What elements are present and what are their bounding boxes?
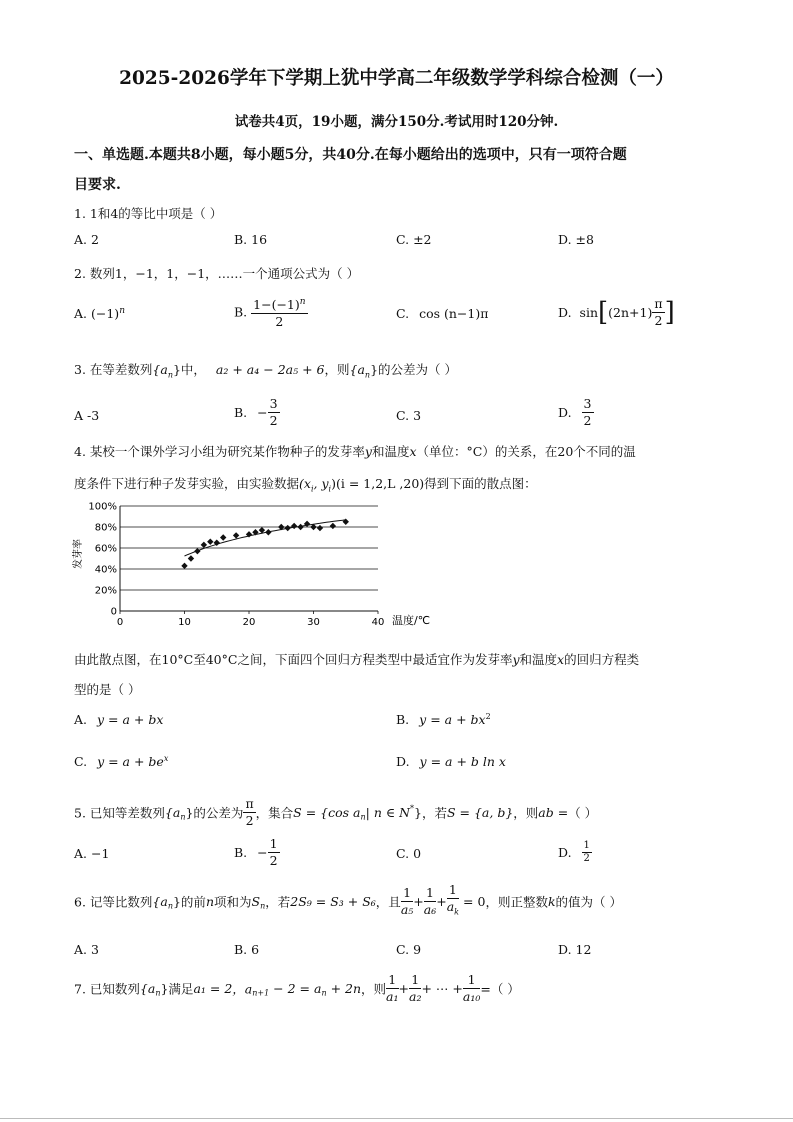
q7-frac1 bbox=[386, 972, 398, 1005]
q1-stem: 1. 1和4的等比中项是（ ） bbox=[74, 206, 223, 221]
q2-option-d-label: D. bbox=[558, 305, 572, 320]
data-point bbox=[188, 555, 194, 561]
q7-cond2-c: + 2n bbox=[326, 981, 362, 996]
q4-option-b bbox=[396, 712, 491, 727]
q2-option-d: D. sin[(2n+1) $\frac{\pi}{2}$ ] bbox=[558, 296, 675, 328]
q3-option-a: A -3 bbox=[74, 408, 100, 423]
q3-option-b-label: B. bbox=[234, 405, 248, 420]
q3-seq: {a bbox=[152, 362, 168, 377]
q7-dots: + ⋯ + bbox=[421, 981, 463, 996]
q3-stem-part1: 3. 在等差数列 bbox=[74, 362, 153, 377]
q7-part2: 满足 bbox=[168, 981, 194, 997]
q2-option-b bbox=[234, 294, 308, 330]
q6-cond: 2S₉ = S₃ + S₆ bbox=[290, 893, 376, 909]
section-header-line1: 一、单选题.本题共8小题，每小题5分，共40分.在每小题给出的选项中，只有一项符合题 bbox=[74, 147, 627, 163]
q4-option-a bbox=[74, 712, 163, 727]
q4-after-x: x bbox=[557, 652, 565, 667]
q2-option-b-num: 1−(−1) bbox=[253, 297, 300, 313]
q4-line2-data1: (x bbox=[299, 476, 311, 491]
q3-option-b-den: 2 bbox=[269, 413, 278, 428]
q7-f3-num: 1 bbox=[463, 972, 480, 989]
q7-seq-close: } bbox=[160, 981, 169, 996]
xtick-label: 40 bbox=[371, 617, 385, 628]
chart-grid bbox=[120, 506, 378, 590]
q6-part1: 6. 记等比数列 bbox=[74, 894, 153, 910]
q6-stem: 6. 记等比数列$\{a_n\}$的前n项和为$S_n$，若2S₉ = S₃ + S₆，且 $\frac{1}{\text{a₅}}$ + $\frac{1}{\text{a₆}}$ + $\frac{1}{a_k}$ = 0，则正整数k的值为（ ） bbox=[74, 882, 622, 921]
q6-part2: 的前 bbox=[180, 894, 206, 910]
q7-f2-den: a₂ bbox=[409, 989, 422, 1004]
q7-cond2: ，a bbox=[232, 981, 253, 997]
q7-frac3 bbox=[463, 972, 480, 1005]
q2-option-a-label: A. bbox=[74, 306, 88, 322]
q6-f2-num: 1 bbox=[424, 885, 436, 902]
q6-f3-num: 1 bbox=[447, 882, 459, 899]
q7-frac2 bbox=[409, 972, 421, 1005]
data-point bbox=[317, 525, 323, 531]
q4-after-line1 bbox=[74, 650, 639, 668]
q6-f3-sub: k bbox=[454, 907, 460, 917]
q7-f3-den: a₁₀ bbox=[462, 989, 481, 1004]
xtick-label: 0 bbox=[116, 617, 124, 628]
ytick-label: 100% bbox=[88, 501, 117, 513]
data-point bbox=[233, 532, 239, 538]
ytick-label: 20% bbox=[94, 585, 117, 597]
q5-set-b: | n ∈ N bbox=[365, 805, 411, 820]
q5-option-b-fraction bbox=[268, 836, 280, 869]
q4-option-c-label: C. bbox=[74, 754, 88, 770]
q5-option-d bbox=[558, 840, 592, 865]
ytick-label: 60% bbox=[94, 543, 117, 555]
data-point bbox=[201, 542, 207, 548]
q6-f2-den: a₆ bbox=[423, 901, 437, 917]
q3-stem-part4: 的公差为（ ） bbox=[378, 362, 457, 377]
q7-part1: 7. 已知数列 bbox=[74, 981, 140, 997]
q5-part5: ，则 bbox=[513, 805, 539, 821]
q5-part1: 5. 已知等差数列 bbox=[74, 805, 165, 821]
q5-stem: 5. 已知等差数列$\{a_n\}$的公差为 $\frac{\pi}{2}$ ，集合S = {cos $a_n|$ n ∈ N*}，若S = {a, b}，则ab =（ ） bbox=[74, 796, 598, 828]
q5-seq-sub: n bbox=[180, 812, 186, 822]
q2-option-c bbox=[396, 306, 488, 321]
q4-option-d bbox=[396, 754, 506, 769]
q3-option-d-den: 2 bbox=[583, 413, 592, 428]
q2-option-c-label: C. bbox=[396, 306, 410, 321]
q3-option-b-sign: − bbox=[257, 405, 268, 420]
q6-option-c: C. 9 bbox=[396, 942, 422, 957]
q7-seq: {a bbox=[139, 981, 156, 996]
data-point bbox=[194, 548, 200, 554]
chart-axes bbox=[120, 506, 378, 611]
q4-option-d-label: D. bbox=[396, 754, 410, 769]
q6-seq-close: } bbox=[172, 893, 181, 909]
q4-after-part2: 和温度 bbox=[519, 652, 558, 667]
q7-part4: =（ ） bbox=[480, 981, 520, 997]
q5-cond: S = {a, b} bbox=[446, 805, 514, 820]
q3-stem bbox=[74, 360, 457, 380]
data-point bbox=[330, 523, 336, 529]
q1-option-b: B. 16 bbox=[234, 232, 268, 247]
q2-option-b-num-sup: n bbox=[299, 297, 306, 307]
q6-part6: ，则正整数 bbox=[485, 894, 548, 910]
q4-option-a-label: A. bbox=[74, 712, 88, 727]
q3-option-d-fraction bbox=[582, 396, 594, 429]
ytick-label: 0 bbox=[110, 606, 117, 618]
q2-option-a bbox=[74, 306, 125, 321]
q4-option-c bbox=[74, 754, 168, 769]
q4-option-c-sup: x bbox=[163, 754, 169, 763]
data-point bbox=[304, 521, 310, 527]
q7-f1-num: 1 bbox=[386, 972, 398, 989]
q4-after-y: y bbox=[512, 652, 520, 667]
q5-frac-num: π bbox=[245, 796, 254, 811]
q2-option-d-sin: sin bbox=[579, 305, 599, 320]
q5-option-b-sign: − bbox=[257, 845, 268, 860]
q6-frac3 bbox=[447, 882, 459, 921]
q5-expr: ab = bbox=[538, 805, 569, 820]
data-point bbox=[285, 525, 291, 531]
q2-option-d-den: 2 bbox=[654, 313, 663, 328]
q5-option-d-fraction bbox=[582, 840, 592, 865]
q6-option-d: D. 12 bbox=[558, 942, 592, 957]
page-subtitle: 试卷共4页，19小题，满分150分.考试用时120分钟. bbox=[234, 114, 559, 130]
trend-curve bbox=[185, 520, 346, 556]
q4-after-part1: 由此散点图，在10°C至40°C之间，下面四个回归方程类型中最适宜作为发芽率 bbox=[74, 652, 513, 667]
q7-cond2-sub2: n bbox=[321, 988, 327, 998]
q5-option-b bbox=[234, 836, 280, 869]
q2-option-c-math: cos (n−1)π bbox=[419, 306, 489, 321]
q4-after-line2: 型的是（ ） bbox=[74, 682, 141, 697]
q3-option-b-num: 3 bbox=[269, 396, 278, 411]
q3-seq-sub: n bbox=[167, 370, 173, 380]
data-point bbox=[297, 524, 303, 530]
q5-part4: ，若 bbox=[421, 805, 447, 821]
q4-line2-part1: 度条件下进行种子发芽实验，由实验数据 bbox=[74, 476, 300, 491]
q3-option-d-num: 3 bbox=[583, 396, 592, 411]
q6-part5: ，且 bbox=[375, 894, 401, 910]
q4-stem-line1 bbox=[74, 442, 636, 460]
q4-line1-part1: 4. 某校一个课外学习小组为研究某作物种子的发芽率 bbox=[74, 444, 365, 459]
q5-seq: {a bbox=[164, 805, 181, 820]
q3-seq-close: } bbox=[172, 362, 181, 377]
data-point bbox=[291, 523, 297, 529]
xtick-label: 10 bbox=[178, 617, 191, 628]
q2-option-d-inner: (2n+1) bbox=[608, 305, 653, 320]
chart-points bbox=[181, 519, 349, 570]
q2-option-d-fraction bbox=[652, 296, 664, 329]
q2-option-b-label: B. bbox=[234, 304, 248, 320]
q5-part3: ，集合 bbox=[255, 805, 294, 821]
page-bottom-rule bbox=[0, 1118, 793, 1119]
xtick-label: 20 bbox=[242, 617, 256, 628]
q4-line2-part2: 得到下面的散点图： bbox=[424, 476, 537, 491]
q5-option-b-label: B. bbox=[234, 845, 248, 860]
q2-option-a-math: (−1) bbox=[91, 306, 120, 322]
q7-cond2-b: − 2 = a bbox=[269, 981, 322, 996]
data-point bbox=[220, 534, 226, 540]
q7-stem: 7. 已知数列$\{a_n\}$满足a₁ = 2，$a_{n+1} - 2 = a_n + 2n$，则 $\frac{1}{\text{a₁}}$ + $\frac{1}{\text{a₂}}$ + ⋯ + $\frac{1}{\text{a₁₀}}$ =（ ） bbox=[74, 972, 520, 1004]
q6-seq: {a bbox=[152, 893, 168, 909]
q4-option-c-math: y = a + be bbox=[97, 754, 164, 770]
q3-option-d bbox=[558, 396, 594, 429]
chart-ylabel: 发芽率 bbox=[73, 539, 84, 569]
chart-xlabel: 温度/℃ bbox=[392, 614, 431, 627]
data-point bbox=[343, 519, 349, 525]
q3-seq-2: {a bbox=[349, 362, 365, 377]
q2-stem bbox=[74, 264, 359, 282]
q4-option-b-math: y = a + bx bbox=[419, 712, 486, 728]
ytick-label: 40% bbox=[94, 564, 117, 576]
q5-option-d-num: 1 bbox=[583, 840, 590, 851]
q6-option-b: B. 6 bbox=[234, 942, 260, 957]
q5-option-c: C. 0 bbox=[396, 846, 422, 861]
ytick-label: 80% bbox=[94, 522, 117, 534]
q1-option-d: D. ±8 bbox=[558, 232, 594, 247]
q4-line1-x: x bbox=[409, 444, 417, 459]
q5-option-b-num: 1 bbox=[269, 836, 278, 851]
q3-stem-part2: 中， bbox=[180, 362, 206, 377]
q5-fraction bbox=[243, 796, 255, 829]
q7-cond2-sub: n+1 bbox=[252, 988, 270, 998]
q5-set-sup: * bbox=[410, 803, 415, 813]
q4-option-a-math: y = a + bx bbox=[97, 712, 164, 727]
q5-part2: 的公差为 bbox=[193, 805, 244, 821]
q2-stem-part2: 一个通项公式为（ ） bbox=[242, 266, 360, 281]
q2-stem-part1: 2. 数列1，−1，1，−1，…… bbox=[74, 266, 243, 281]
q6-part4: ，若 bbox=[265, 894, 291, 910]
q4-line2-data2: , y bbox=[313, 476, 329, 491]
scatter-chart bbox=[70, 496, 450, 631]
q4-option-b-label: B. bbox=[396, 712, 410, 728]
q4-after-part3: 的回归方程类 bbox=[564, 652, 640, 667]
q2-option-a-sup: n bbox=[119, 306, 125, 316]
q7-f1-den: a₁ bbox=[386, 989, 399, 1004]
q7-f2-num: 1 bbox=[409, 972, 421, 989]
q6-n: n bbox=[205, 893, 214, 909]
data-point bbox=[265, 529, 271, 535]
q5-option-a: A. −1 bbox=[74, 846, 110, 861]
q6-eq0: = 0 bbox=[463, 893, 486, 909]
page-title: 2025-2026学年下学期上犹中学高二年级数学学科综合检测（一） bbox=[119, 68, 674, 89]
q6-sn: S bbox=[251, 893, 261, 909]
xtick-label: 30 bbox=[307, 617, 320, 628]
q5-option-d-label: D. bbox=[558, 845, 572, 860]
q5-option-d-den: 2 bbox=[583, 853, 590, 864]
q4-option-d-math: y = a + b ln x bbox=[419, 754, 506, 769]
q4-option-b-sup: 2 bbox=[485, 712, 491, 721]
q3-seq-2-close: } bbox=[370, 362, 379, 377]
q5-part6: （ ） bbox=[568, 805, 598, 821]
q4-line1-y: y bbox=[364, 444, 372, 459]
q4-line1-part3: （单位：°C）的关系，在20个不同的温 bbox=[416, 444, 636, 459]
q5-frac-den: 2 bbox=[245, 813, 254, 828]
q6-frac1 bbox=[401, 885, 413, 918]
q7-part3: ，则 bbox=[361, 981, 387, 997]
q6-part3: 项和为 bbox=[214, 894, 252, 910]
q6-f1-den: a₅ bbox=[400, 901, 414, 917]
q3-condition: a₂ + a₄ − 2a₅ + 6 bbox=[215, 362, 325, 377]
q3-option-d-label: D. bbox=[558, 405, 572, 420]
section-header-line2: 目要求. bbox=[74, 177, 121, 193]
q1-option-c: C. ±2 bbox=[396, 232, 432, 247]
q5-seq-close: } bbox=[185, 805, 194, 820]
q6-frac2 bbox=[424, 885, 436, 918]
q3-seq-2-sub: n bbox=[364, 370, 371, 380]
q6-option-a: A. 3 bbox=[74, 942, 99, 957]
data-point bbox=[181, 563, 187, 569]
q2-option-b-den: 2 bbox=[275, 314, 284, 330]
q5-set: S = {cos a bbox=[293, 805, 361, 820]
q1-option-a: A. 2 bbox=[74, 232, 99, 247]
q2-option-d-num: π bbox=[654, 296, 663, 311]
q2-option-b-fraction bbox=[251, 294, 307, 330]
q3-stem-part3: ，则 bbox=[324, 362, 350, 377]
q6-part7: 的值为（ ） bbox=[555, 894, 623, 910]
q6-f3-den: a bbox=[446, 899, 455, 914]
q4-line2-data3: )(i = 1,2,L ,20) bbox=[331, 476, 425, 491]
q3-option-b-fraction bbox=[268, 396, 280, 429]
q4-stem-line2: 度条件下进行种子发芽实验，由实验数据($x_i$, $y_i)(i = 1,2,L$ ,20)得到下面的散点图： bbox=[74, 476, 537, 494]
data-point bbox=[207, 539, 213, 545]
q5-option-b-den: 2 bbox=[269, 853, 278, 868]
q6-f1-num: 1 bbox=[401, 885, 413, 902]
q3-option-b bbox=[234, 396, 280, 429]
q5-set-c: } bbox=[414, 805, 422, 820]
q4-line1-part2: 和温度 bbox=[371, 444, 410, 459]
q3-option-c: C. 3 bbox=[396, 408, 422, 423]
q7-cond1: a₁ = 2 bbox=[193, 981, 233, 996]
q6-k: k bbox=[547, 893, 556, 909]
